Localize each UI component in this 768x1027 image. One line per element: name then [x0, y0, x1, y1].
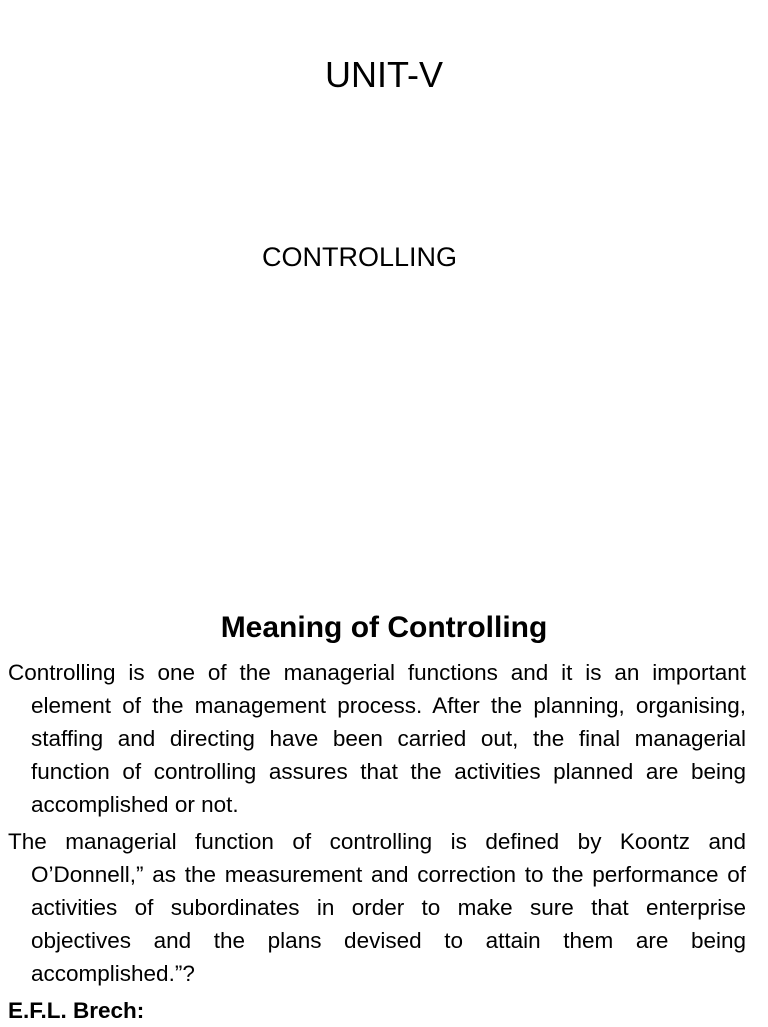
brech-subheading: E.F.L. Brech: — [8, 998, 145, 1023]
unit-subtitle: CONTROLLING — [262, 242, 458, 272]
paragraph-koontz-definition: The managerial function of controlling is defined by Koontz and O’Donnell,” as the measurement and correction to the performance of activities of subordinates in order to make sure that enterprise objectives and the plans devised to attain them are being accomplished.”? — [8, 829, 746, 986]
paragraph-controlling-definition: Controlling is one of the managerial functions and it is an important element of the management process. After the planning, organising, staffing and directing have been carried out, the final managerial function of controlling assures that the activities planned are being accomplished or not. — [8, 660, 746, 817]
unit-title: UNIT-V — [324, 54, 443, 95]
content-slide — [0, 590, 768, 1024]
body-text — [8, 656, 746, 1027]
section-heading: Meaning of Controlling — [220, 611, 548, 644]
